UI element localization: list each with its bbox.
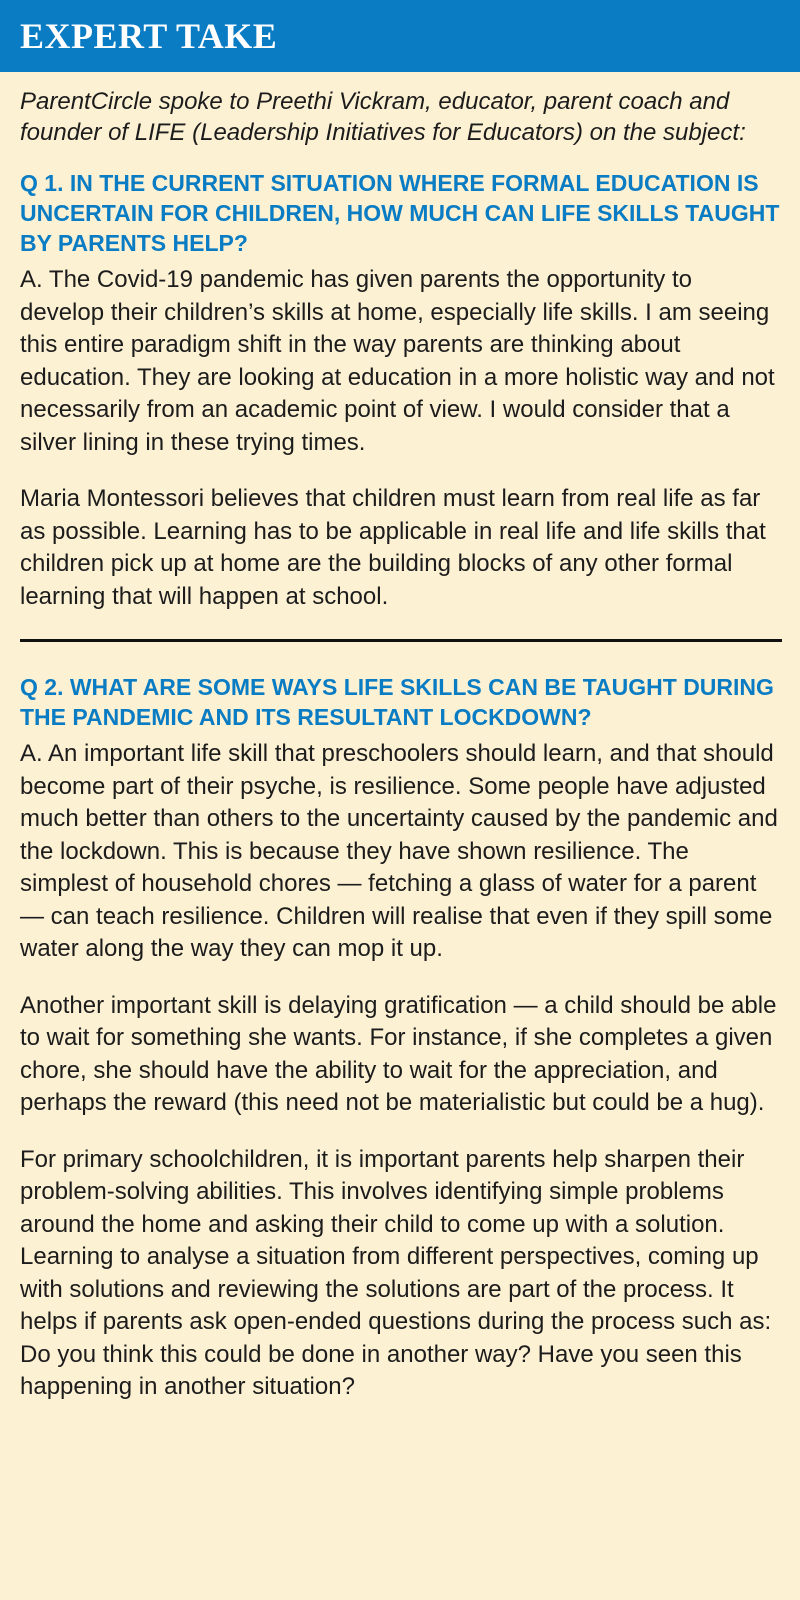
question-2: Q 2. WHAT ARE SOME WAYS LIFE SKILLS CAN BE TAUGHT DURING THE PANDEMIC AND ITS RESULTANT LOCKDOWN? [20, 674, 774, 730]
intro-text: ParentCircle spoke to Preethi Vickram, educator, parent coach and founder of LIFE (Leadership Initiatives for Educators) on the subject: [20, 88, 746, 146]
answer-2-paragraph-3: For primary schoolchildren, it is important parents help sharpen their problem-solving abilities. This involves identifying simple problems around the home and asking their child to come up with a solution. Learning to analyse a situation from different perspectives, coming up with solutions and reviewing the solutions are part of the process. It helps if parents ask open-ended questions during the process such as: Do you think this could be done in another way? Have you seen this happening in another situation? [20, 1145, 772, 1400]
answer-2-paragraph-2: Another important skill is delaying gratification — a child should be able to wait for something she wants. For instance, if she completes a given chore, she should have the ability to wait for the appreciation, and perhaps the reward (this need not be materialistic but could be a hug). [20, 991, 777, 1116]
section-divider [20, 639, 782, 642]
question-1: Q 1. IN THE CURRENT SITUATION WHERE FORMAL EDUCATION IS UNCERTAIN FOR CHILDREN, HOW MUCH CAN LIFE SKILLS TAUGHT BY PARENTS HELP? [20, 170, 780, 256]
answer-1-paragraph-2: Maria Montessori believes that children must learn from real life as far as possible. Learning has to be applicable in real life and life skills that children pick up at home are the building blocks of any other formal learning that will happen at school. [20, 485, 766, 610]
answer-1-paragraph-1: A. The Covid-19 pandemic has given parents the opportunity to develop their children’s skills at home, especially life skills. I am seeing this entire paradigm shift in the way parents are thinking about education. They are looking at education in a more holistic way and not necessarily from an academic point of view. I would consider that a silver lining in these trying times. [20, 266, 775, 456]
answer-2-paragraph-1: A. An important life skill that preschoolers should learn, and that should become part of their psyche, is resilience. Some people have adjusted much better than others to the uncertainty caused by the pandemic and the lockdown. This is because they have shown resilience. The simplest of household chores — fetching a glass of water for a parent — can teach resilience. Children will realise that even if they spill some water along the way they can mop it up. [20, 740, 778, 962]
header-title: EXPERT TAKE [20, 16, 278, 56]
header-banner [0, 0, 800, 72]
article-body [0, 72, 800, 1404]
